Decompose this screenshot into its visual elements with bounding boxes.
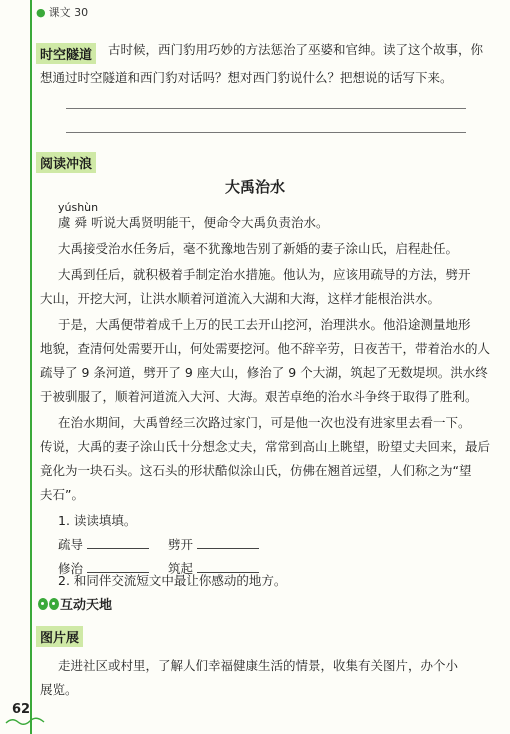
story-line: 于是，大禹便带着成千上万的民工去开山挖河，治理洪水。他沿途测量地形 bbox=[58, 317, 471, 332]
fill-item-1: 疏导 bbox=[58, 533, 149, 556]
tunnel-text-line-1: 古时候，西门豹用巧妙的方法惩治了巫婆和官绅。读了这个故事，你 bbox=[108, 42, 484, 57]
tunnel-section-label: 时空隧道 bbox=[36, 43, 96, 64]
picture-text-line-2: 展览。 bbox=[40, 682, 78, 697]
story-line: 大禹到任后，就积极着手制定治水措施。他认为，应该用疏导的方法，劈开 bbox=[58, 267, 471, 282]
story-line: 夫石”。 bbox=[40, 487, 84, 502]
fill-item-3: 修治 bbox=[58, 557, 149, 580]
exercise-question-2: 2. 和同伴交流短文中最让你感动的地方。 bbox=[58, 573, 287, 588]
fill-item-2: 劈开 bbox=[168, 533, 259, 556]
story-line: 于被驯服了，顺着河道流入大河、大海。艰苦卓绝的治水斗争终于取得了胜利。 bbox=[40, 389, 478, 404]
mascot-eye-icon bbox=[41, 602, 44, 605]
exercise-question-1: 1. 读读填填。 bbox=[58, 513, 137, 528]
page-number: 62 bbox=[12, 702, 31, 717]
story-line: 大山，开挖大河，让洪水顺着河道流入大湖和大海，这样才能根治洪水。 bbox=[40, 291, 441, 306]
picture-text-line-1: 走进社区或村里，了解人们幸福健康生活的情景，收集有关图片，办个小 bbox=[58, 658, 459, 673]
story-line: 虞 舜 听说大禹贤明能干，便命令大禹负责治水。 bbox=[58, 215, 329, 230]
story-line: 在治水期间，大禹曾经三次路过家门，可是他一次也没有进家里去看一下。 bbox=[58, 415, 471, 430]
tunnel-text-line-2: 想通过时空隧道和西门豹对话吗？想对西门豹说什么？把想说的话写下来。 bbox=[40, 70, 453, 85]
story-line: 疏导了 9 条河道，劈开了 9 座大山，修治了 9 个大湖，筑起了无数堤坝。洪水终 bbox=[40, 365, 488, 380]
margin-line bbox=[30, 0, 32, 734]
story-line: 传说，大禹的妻子涂山氏十分想念丈夫，常常到高山上眺望，盼望丈夫回来，最后 bbox=[40, 439, 491, 454]
fill-blank[interactable] bbox=[87, 536, 149, 549]
story-title: 大禹治水 bbox=[224, 178, 285, 196]
story-line: 大禹接受治水任务后，毫不犹豫地告别了新婚的妻子涂山氏，启程赴任。 bbox=[58, 241, 459, 256]
page-decoration-icon bbox=[4, 716, 48, 726]
writing-line-2[interactable] bbox=[66, 132, 466, 133]
fill-item-4: 筑起 bbox=[168, 557, 259, 580]
bullet-icon: ● bbox=[36, 6, 46, 19]
story-line: 竟化为一块石头。这石头的形状酷似涂山氏，仿佛在翘首远望，人们称之为“望 bbox=[40, 463, 472, 478]
lesson-tag: ● 课文 30 bbox=[36, 6, 89, 19]
picture-section-label: 图片展 bbox=[36, 626, 83, 647]
story-line: 地貌，查清何处需要开山，何处需要挖河。他不辞辛劳，日夜苦干，带着治水的人 bbox=[40, 341, 491, 356]
writing-line-1[interactable] bbox=[66, 108, 466, 109]
interactive-section-label: 互动天地 bbox=[60, 598, 113, 613]
fill-blank[interactable] bbox=[197, 536, 259, 549]
reading-section-label: 阅读冲浪 bbox=[36, 152, 96, 173]
mascot-eye-icon bbox=[52, 602, 55, 605]
pinyin-annotation: yúshùn bbox=[58, 201, 99, 214]
